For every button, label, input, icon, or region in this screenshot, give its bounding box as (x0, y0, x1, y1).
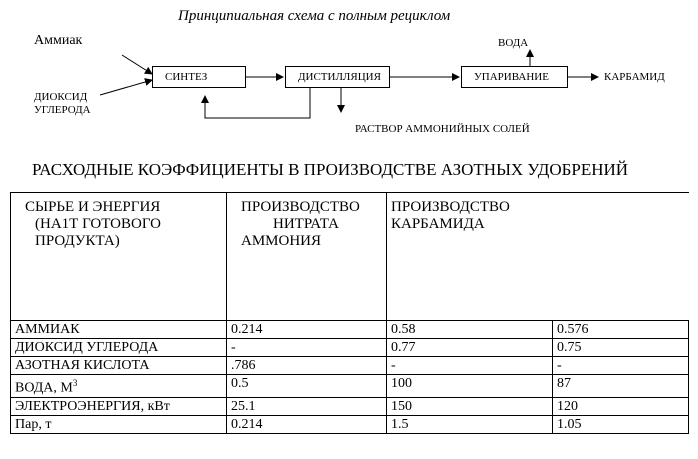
nitrate-value: .786 (227, 357, 387, 375)
nitrate-value: 0.5 (227, 375, 387, 398)
header-urea-line1: ПРОИЗВОДСТВО (391, 199, 510, 215)
urea-value-b: 87 (553, 375, 689, 398)
synthesis-block-label: СИНТЕЗ (165, 71, 208, 83)
header-raw-materials-line1: СЫРЬЕ И ЭНЕРГИЯ (25, 199, 161, 215)
co2-input-label-line1: ДИОКСИД (34, 91, 88, 103)
header-raw-materials-line2: (НА1Т ГОТОВОГО (35, 216, 161, 232)
row-name: ВОДА, М (15, 380, 73, 396)
header-raw-materials (11, 193, 227, 321)
table-row (11, 357, 689, 375)
urea-value-a: 0.77 (387, 339, 553, 357)
table-title: РАСХОДНЫЕ КОЭФФИЦИЕНТЫ В ПРОИЗВОДСТВЕ АЗОТНЫХ УДОБРЕНИЙ (32, 160, 629, 179)
table-header-row (11, 193, 689, 321)
urea-value-a: 1.5 (387, 415, 553, 433)
row-name: ДИОКСИД УГЛЕРОДА (11, 339, 227, 357)
coefficients-table (10, 192, 689, 434)
row-name: Пар, т (11, 415, 227, 433)
urea-value-b: 0.75 (553, 339, 689, 357)
header-raw-materials-line3: ПРОДУКТА) (35, 233, 120, 249)
row-name-superscript: 3 (72, 378, 78, 388)
table-row (11, 321, 689, 339)
synthesis-block (152, 66, 246, 88)
water-output-label: ВОДА (498, 37, 529, 49)
ammonia-input-label: Аммиак (34, 33, 83, 48)
row-name: АЗОТНАЯ КИСЛОТА (11, 357, 227, 375)
header-ammonium-nitrate-line1: ПРОИЗВОДСТВО (241, 199, 360, 215)
header-ammonium-nitrate-line2: НИТРАТА (273, 216, 340, 232)
header-urea (387, 193, 689, 321)
row-name: АММИАК (11, 321, 227, 339)
distillation-block (285, 66, 390, 88)
urea-value-b: 1.05 (553, 415, 689, 433)
table-row (11, 415, 689, 433)
header-ammonium-nitrate (227, 193, 387, 321)
urea-value-a: 150 (387, 397, 553, 415)
row-name-cell (11, 375, 227, 398)
nitrate-value: - (227, 339, 387, 357)
solution-output-label: РАСТВОР АММОНИЙНЫХ СОЛЕЙ (355, 123, 530, 135)
urea-value-a: 0.58 (387, 321, 553, 339)
urea-value-b: 0.576 (553, 321, 689, 339)
table-row (11, 397, 689, 415)
evaporation-block-label: УПАРИВАНИЕ (474, 71, 549, 83)
nitrate-value: 0.214 (227, 415, 387, 433)
header-ammonium-nitrate-line3: АММОНИЯ (241, 233, 322, 249)
nitrate-value: 25.1 (227, 397, 387, 415)
urea-output-label: КАРБАМИД (604, 71, 665, 83)
co2-arrow (100, 80, 152, 95)
table-row (11, 339, 689, 357)
evaporation-block (461, 66, 568, 88)
distillation-block-label: ДИСТИЛЛЯЦИЯ (298, 71, 381, 83)
urea-value-a: 100 (387, 375, 553, 398)
co2-input-label-line2: УГЛЕРОДА (34, 104, 91, 116)
urea-value-b: - (553, 357, 689, 375)
table-row (11, 375, 689, 398)
scheme-title: Принципиальная схема с полным рециклом (178, 8, 451, 24)
ammonia-arrow (122, 55, 152, 74)
recycle-line (205, 88, 310, 118)
row-name: ЭЛЕКТРОЭНЕРГИЯ, кВт (11, 397, 227, 415)
header-urea-line2: КАРБАМИДА (391, 216, 485, 232)
urea-value-b: 120 (553, 397, 689, 415)
urea-value-a: - (387, 357, 553, 375)
nitrate-value: 0.214 (227, 321, 387, 339)
